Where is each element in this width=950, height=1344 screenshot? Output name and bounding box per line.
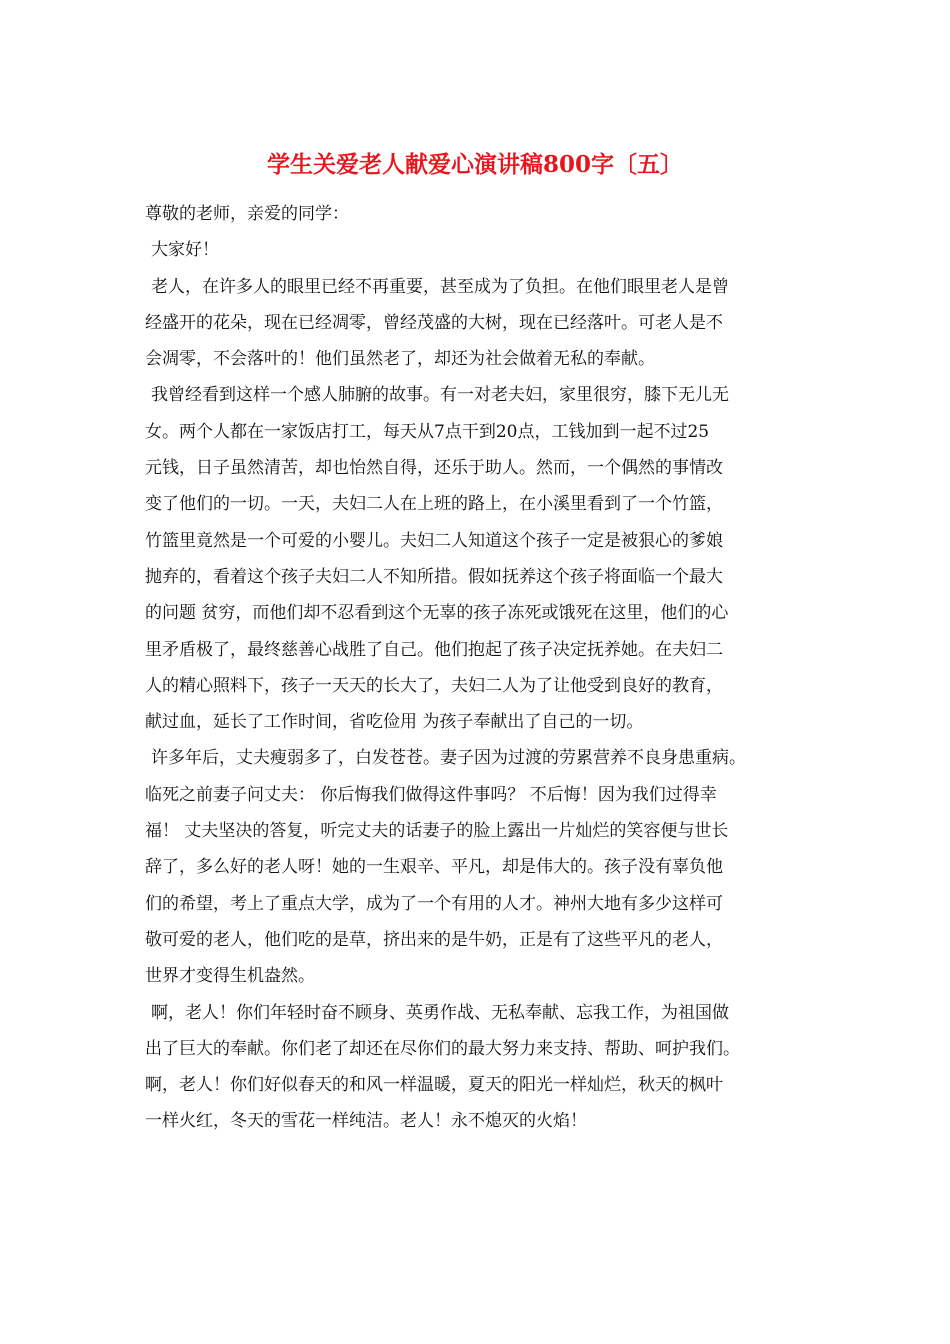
text-line: 出了巨大的奉献。你们老了却还在尽你们的最大努力来支持、帮助、呵护我们。 [145, 1038, 740, 1059]
text-line: 人的精心照料下，孩子一天天的长大了，夫妇二人为了让他受到良好的教育， [145, 675, 723, 696]
text-line: 里矛盾极了，最终慈善心战胜了自己。他们抱起了孩子决定抚养她。在夫妇二 [145, 639, 723, 660]
text-line: 会凋零，不会落叶的！他们虽然老了，却还为社会做着无私的奉献。 [145, 349, 655, 370]
text-line: 福！ 丈夫坚决的答复，听完丈夫的话妻子的脸上露出一片灿烂的笑容便与世长 [145, 821, 729, 842]
text-line: 女。两个人都在一家饭店打工，每天从7点干到20点，工钱加到一起不过25 [145, 421, 710, 442]
text-line: 献过血，延长了工作时间，省吃俭用 为孩子奉献出了自己的一切。 [145, 712, 644, 733]
text-line: 辞了，多么好的老人呀！她的一生艰辛、平凡，却是伟大的。孩子没有辜负他 [145, 857, 723, 878]
text-line: 竹篮里竟然是一个可爱的小婴儿。夫妇二人知道这个孩子一定是被狠心的爹娘 [145, 530, 723, 551]
text-line: 敬可爱的老人，他们吃的是草，挤出来的是牛奶，正是有了这些平凡的老人， [145, 929, 723, 950]
text-line: 尊敬的老师，亲爱的同学： [145, 204, 349, 224]
document-body [145, 196, 825, 1140]
text-line: 们的希望，考上了重点大学，成为了一个有用的人才。神州大地有多少这样可 [145, 893, 723, 914]
text-line: 的问题 贫穷，而他们却不忍看到这个无辜的孩子冻死或饿死在这里，他们的心 [145, 603, 729, 624]
text-line: 大家好！ [151, 240, 219, 261]
document-title: 学生关爱老人献爱心演讲稿800字〔五〕 [266, 151, 683, 178]
text-line: 抛弃的，看着这个孩子夫妇二人不知所措。假如抚养这个孩子将面临一个最大 [145, 566, 723, 587]
text-line: 世界才变得生机盎然。 [145, 966, 315, 987]
text-line: 我曾经看到这样一个感人肺腑的故事。有一对老夫妇，家里很穷，膝下无儿无 [151, 385, 729, 406]
text-line: 元钱，日子虽然清苦，却也怡然自得，还乐于助人。然而，一个偶然的事情改 [145, 458, 723, 479]
text-line: 一样火红，冬天的雪花一样纯洁。老人！永不熄灭的火焰！ [145, 1111, 587, 1132]
text-line: 变了他们的一切。一天，夫妇二人在上班的路上，在小溪里看到了一个竹篮， [145, 494, 723, 515]
text-line: 许多年后，丈夫瘦弱多了，白发苍苍。妻子因为过渡的劳累营养不良身患重病。 [151, 748, 746, 769]
text-line: 啊，老人！你们年轻时奋不顾身、英勇作战、无私奉献、忘我工作，为祖国做 [151, 1002, 729, 1023]
text-line: 临死之前妻子问丈夫： 你后悔我们做得这件事吗？ 不后悔！因为我们过得幸 [145, 784, 717, 805]
text-line: 老人，在许多人的眼里已经不再重要，甚至成为了负担。在他们眼里老人是曾 [151, 276, 729, 297]
text-line: 啊，老人！你们好似春天的和风一样温暖，夏天的阳光一样灿烂，秋天的枫叶 [145, 1075, 723, 1096]
text-line: 经盛开的花朵，现在已经凋零，曾经茂盛的大树，现在已经落叶。可老人是不 [145, 312, 723, 333]
